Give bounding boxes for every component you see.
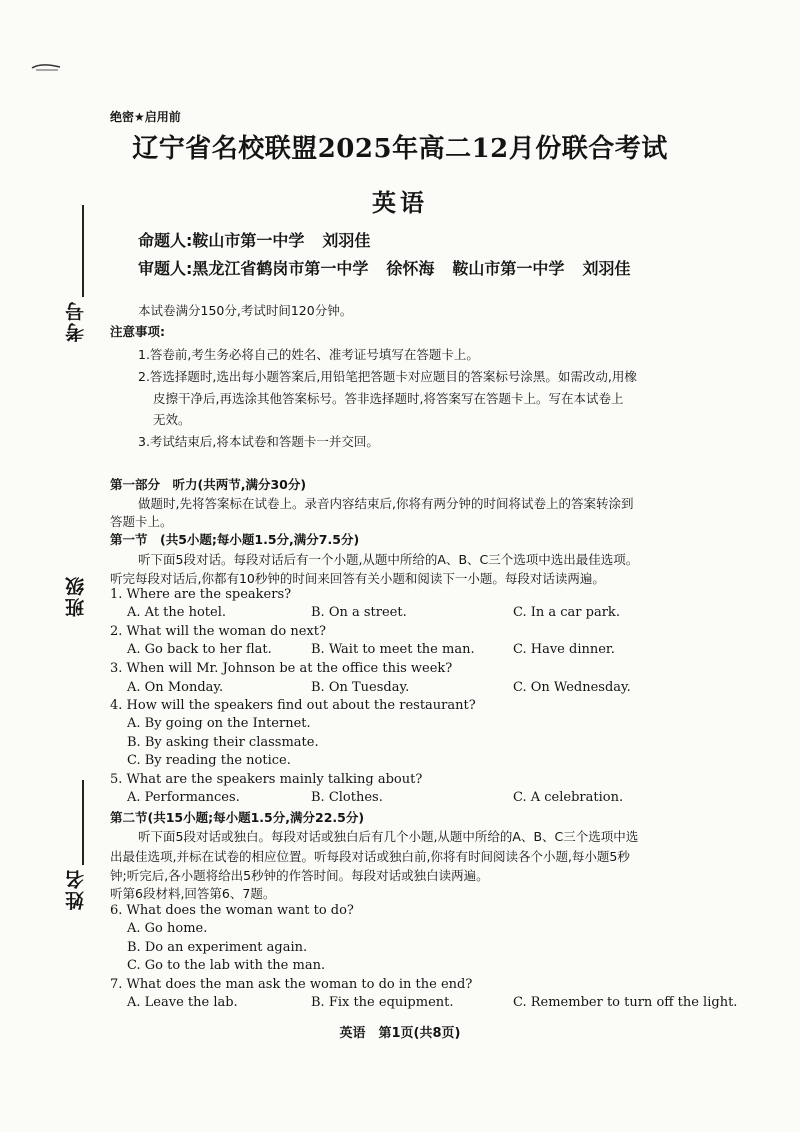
question-3: 3. When will Mr. Johnson be at the office this week? xyxy=(110,661,453,676)
q6-option-b: B. Do an experiment again. xyxy=(127,940,308,955)
section2-instruction-1: 听下面5段对话或独白。每段对话或独白后有几个小题,从题中所给的A、B、C三个选项中选 xyxy=(138,829,639,844)
q4-option-a: A. By going on the Internet. xyxy=(127,716,311,731)
section1-heading: 第一节 (共5小题;每小题1.5分,满分7.5分) xyxy=(110,532,360,547)
name-label: 姓名 xyxy=(65,868,87,910)
exam-title: 辽宁省名校联盟2025年高二12月份联合考试 xyxy=(132,134,668,164)
subject-title: 英语 xyxy=(372,188,428,217)
question-6: 6. What does the woman want to do? xyxy=(110,903,354,918)
q7-option-b: B. Fix the equipment. xyxy=(311,995,454,1010)
setter-person: 刘羽佳 xyxy=(322,231,371,250)
notice-item-3: 3.考试结束后,将本试卷和答题卡一并交回。 xyxy=(138,434,379,449)
notice-heading: 注意事项: xyxy=(110,324,165,339)
question-2: 2. What will the woman do next? xyxy=(110,624,326,639)
notice-item-2-end: 无效。 xyxy=(153,412,191,427)
notice-item-2-cont: 皮擦干净后,再选涂其他答案标号。答非选择题时,将答案写在答题卡上。写在本试卷上 xyxy=(153,391,624,406)
q1-option-b: B. On a street. xyxy=(311,605,407,620)
q6-option-c: C. Go to the lab with the man. xyxy=(127,958,326,973)
setter-line xyxy=(138,228,388,251)
notice-item-1: 1.答卷前,考生务必将自己的姓名、准考证号填写在答题卡上。 xyxy=(138,347,479,362)
q3-option-b: B. On Tuesday. xyxy=(311,680,410,695)
section2-heading: 第二节(共15小题;每小题1.5分,满分22.5分) xyxy=(110,810,365,825)
q6-option-a: A. Go home. xyxy=(127,921,208,936)
part1-intro-2: 答题卡上。 xyxy=(110,514,173,529)
part1-heading: 第一部分 听力(共两节,满分30分) xyxy=(110,477,307,492)
section1-instruction-2: 听完每段对话后,你都有10秒钟的时间来回答有关小题和阅读下一小题。每段对话读两遍。 xyxy=(110,571,605,586)
q7-option-c: C. Remember to turn off the light. xyxy=(513,995,738,1010)
q5-option-a: A. Performances. xyxy=(127,790,240,805)
exam-no-line xyxy=(82,205,84,297)
q3-option-c: C. On Wednesday. xyxy=(513,680,631,695)
section2-instruction-3: 钟;听完后,各小题将给出5秒钟的作答时间。每段对话或独白读两遍。 xyxy=(110,868,489,883)
q2-option-c: C. Have dinner. xyxy=(513,642,615,657)
confidential-mark: 绝密★启用前 xyxy=(110,110,181,124)
question-7: 7. What does the man ask the woman to do in the end? xyxy=(110,977,473,992)
reviewer-school-1: 审题人:黑龙江省鹤岗市第一中学 xyxy=(138,259,369,278)
q4-option-c: C. By reading the notice. xyxy=(127,753,291,768)
part1-intro-1: 做题时,先将答案标在试卷上。录音内容结束后,你将有两分钟的时间将试卷上的答案转涂到 xyxy=(138,496,634,511)
q1-option-c: C. In a car park. xyxy=(513,605,620,620)
section2-instruction-2: 出最佳选项,并标在试卷的相应位置。听每段对话或独白前,你将有时间阅读各个小题,每小题5秒 xyxy=(110,849,630,864)
reviewer-line xyxy=(138,256,648,279)
score-time-intro: 本试卷满分150分,考试时间120分钟。 xyxy=(138,303,353,318)
scan-mark-icon xyxy=(30,62,62,72)
q3-option-a: A. On Monday. xyxy=(127,680,224,695)
setter-school: 命题人:鞍山市第一中学 xyxy=(138,231,305,250)
q2-option-a: A. Go back to her flat. xyxy=(127,642,272,657)
exam-no-label: 考号 xyxy=(65,300,87,342)
reviewer-school-2: 鞍山市第一中学 xyxy=(452,259,565,278)
reviewer-person-2: 刘羽佳 xyxy=(582,259,631,278)
question-1: 1. Where are the speakers? xyxy=(110,587,292,602)
section1-instruction-1: 听下面5段对话。每段对话后有一个小题,从题中所给的A、B、C三个选项中选出最佳选项。 xyxy=(138,552,639,567)
name-line xyxy=(82,780,84,865)
reviewer-person-1: 徐怀海 xyxy=(386,259,435,278)
q2-option-b: B. Wait to meet the man. xyxy=(311,642,475,657)
q5-option-b: B. Clothes. xyxy=(311,790,383,805)
material-6-note: 听第6段材料,回答第6、7题。 xyxy=(110,886,276,901)
question-4: 4. How will the speakers find out about the restaurant? xyxy=(110,698,476,713)
q5-option-c: C. A celebration. xyxy=(513,790,624,805)
class-label: 班级 xyxy=(65,575,87,617)
q4-option-b: B. By asking their classmate. xyxy=(127,735,319,750)
notice-item-2: 2.答选择题时,选出每小题答案后,用铅笔把答题卡对应题目的答案标号涂黑。如需改动,用橡 xyxy=(138,369,637,384)
q7-option-a: A. Leave the lab. xyxy=(127,995,238,1010)
page-footer: 英语 第1页(共8页) xyxy=(339,1026,461,1041)
question-5: 5. What are the speakers mainly talking about? xyxy=(110,772,423,787)
q1-option-a: A. At the hotel. xyxy=(127,605,226,620)
